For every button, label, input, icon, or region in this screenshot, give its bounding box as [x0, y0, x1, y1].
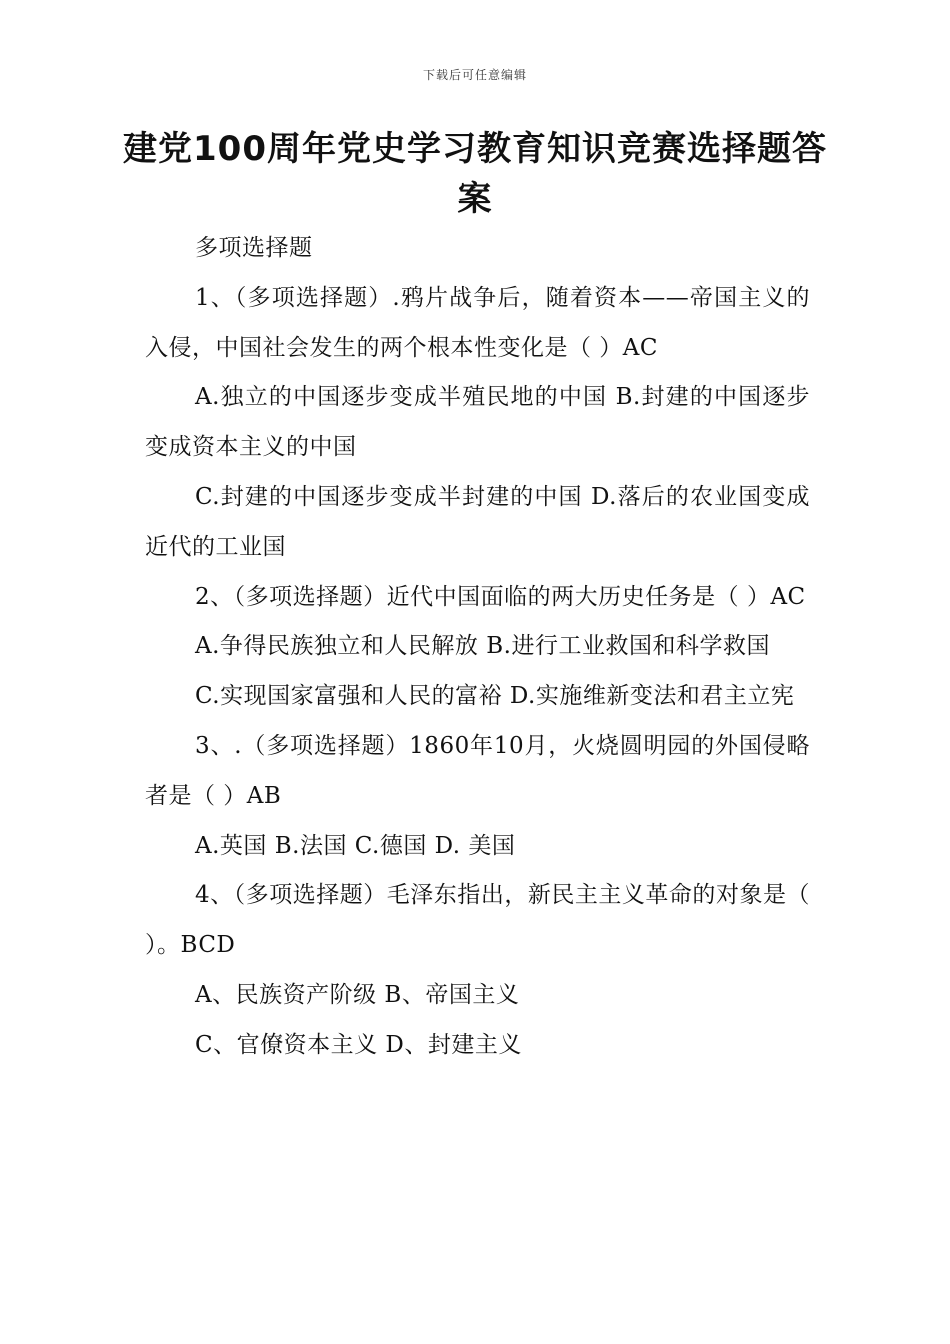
question-2-options-ab: A.争得民族独立和人民解放 B.进行工业救国和科学救国	[195, 633, 770, 660]
question-4: 4、（多项选择题）毛泽东指出，新民主主义革命的对象是（ ）。BCD	[145, 882, 810, 959]
question-2-options-cd: C.实现国家富强和人民的富裕 D.实施维新变法和君主立宪	[195, 683, 795, 710]
header-note: 下载后可任意编辑	[422, 68, 527, 82]
question-1-options-cd: C.封建的中国逐步变成半封建的中国 D.落后的农业国变成近代的工业国	[145, 483, 810, 560]
question-1: 1、（多项选择题）.鸦片战争后，随着资本——帝国主义的入侵，中国社会发生的两个根本性变化是（ ）AC	[145, 284, 810, 361]
question-3-options: A.英国 B.法国 C.德国 D. 美国	[195, 832, 516, 859]
question-3: 3、.（多项选择题）1860年10月，火烧圆明园的外国侵略者是（ ）AB	[145, 732, 810, 809]
document-body	[145, 224, 810, 1071]
question-4-options-ab: A、民族资产阶级 B、帝国主义	[195, 981, 520, 1008]
question-2: 2、（多项选择题）近代中国面临的两大历史任务是（ ）AC	[195, 583, 806, 610]
section-heading: 多项选择题	[195, 235, 313, 261]
question-4-options-cd: C、官僚资本主义 D、封建主义	[195, 1031, 522, 1058]
question-1-options-ab: A.独立的中国逐步变成半殖民地的中国 B.封建的中国逐步变成资本主义的中国	[145, 384, 810, 461]
document-title: 建党100周年党史学习教育知识竞赛选择题答案	[123, 129, 827, 219]
